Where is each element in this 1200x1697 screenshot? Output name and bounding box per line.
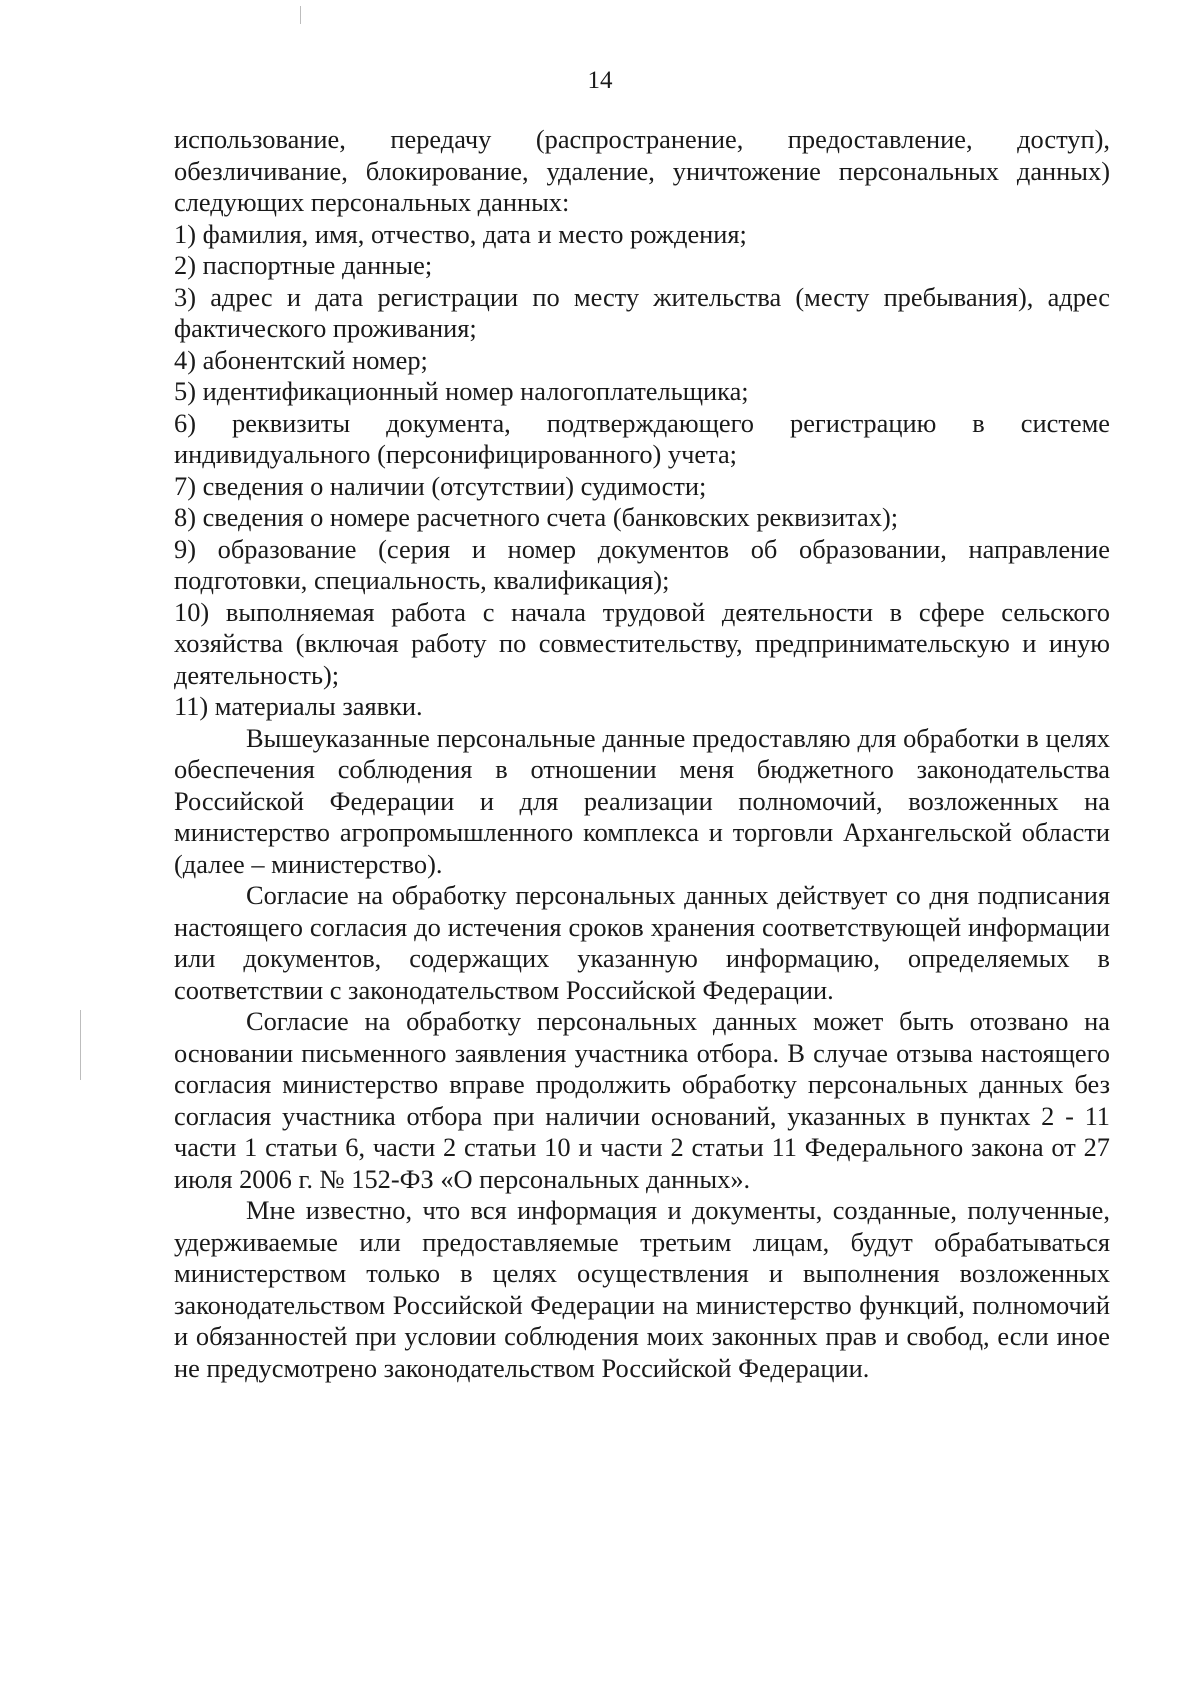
paragraph-purpose: Вышеуказанные персональные данные предоставляю для обработки в целях обеспечения соблюдения в отношении меня бюджетного законодательства Российской Федерации и для реализации полномочий, возложенных на министерство агропромышленного комплекса и торговли Архангельской области (далее – министерство). [174, 722, 1110, 879]
list-item: 4) абонентский номер; [174, 344, 428, 375]
list-item: 10) выполняемая работа с начала трудовой деятельности в сфере сельского хозяйства (включая работу по совместительству, предпринимательскую и иную деятельность); [174, 596, 1110, 690]
scan-mark-left [80, 1010, 81, 1080]
paragraph-acknowledgement: Мне известно, что вся информация и документы, созданные, полученные, удерживаемые или предоставляемые третьим лицам, будут обрабатываться министерством только в целях осуществления и выполнения возложенных законодательством Российской Федерации на министерство функций, полномочий и обязанностей при условии соблюдения моих законных прав и свобод, если иное не предусмотрено законодательством Российской Федерации. [174, 1195, 1110, 1383]
intro-text: использование, передачу (распространение, предоставление, доступ), обезличивание, блокирование, удаление, уничтожение персональных данных) следующих персональных данных: [174, 124, 1110, 217]
list-item: 5) идентификационный номер налогоплательщика; [174, 376, 749, 406]
list-item: 2) паспортные данные; [174, 250, 433, 280]
list-item: 7) сведения о наличии (отсутствии) судимости; [174, 470, 707, 501]
document-body [174, 124, 1110, 1384]
list-item: 6) реквизиты документа, подтверждающего регистрацию в системе индивидуального (персонифицированного) учета; [174, 407, 1110, 469]
list-item: 9) образование (серия и номер документов об образовании, направление подготовки, специальность, квалификация); [174, 533, 1110, 595]
paragraph-validity: Согласие на обработку персональных данных действует со дня подписания настоящего согласия до истечения сроков хранения соответствующей информации или документов, содержащих указанную информацию, определяемых в соответствии с законодательством Российской Федерации. [174, 880, 1110, 1005]
scan-mark-top [300, 6, 301, 24]
page-number: 14 [587, 67, 613, 94]
list-item: 1) фамилия, имя, отчество, дата и место рождения; [174, 218, 747, 249]
list-item: 11) материалы заявки. [174, 691, 423, 721]
list-item: 3) адрес и дата регистрации по месту жительства (месту пребывания), адрес фактического проживания; [174, 281, 1110, 343]
list-item: 8) сведения о номере расчетного счета (банковских реквизитах); [174, 502, 899, 532]
paragraph-revocation: Согласие на обработку персональных данных может быть отозвано на основании письменного заявления участника отбора. В случае отзыва настоящего согласия министерство вправе продолжить обработку персональных данных без согласия участника отбора при наличии оснований, указанных в пунктах 2 - 11 части 1 статьи 6, части 2 статьи 10 и части 2 статьи 11 Федерального закона от 27 июля 2006 г. № 152-ФЗ «О персональных данных». [174, 1006, 1110, 1194]
